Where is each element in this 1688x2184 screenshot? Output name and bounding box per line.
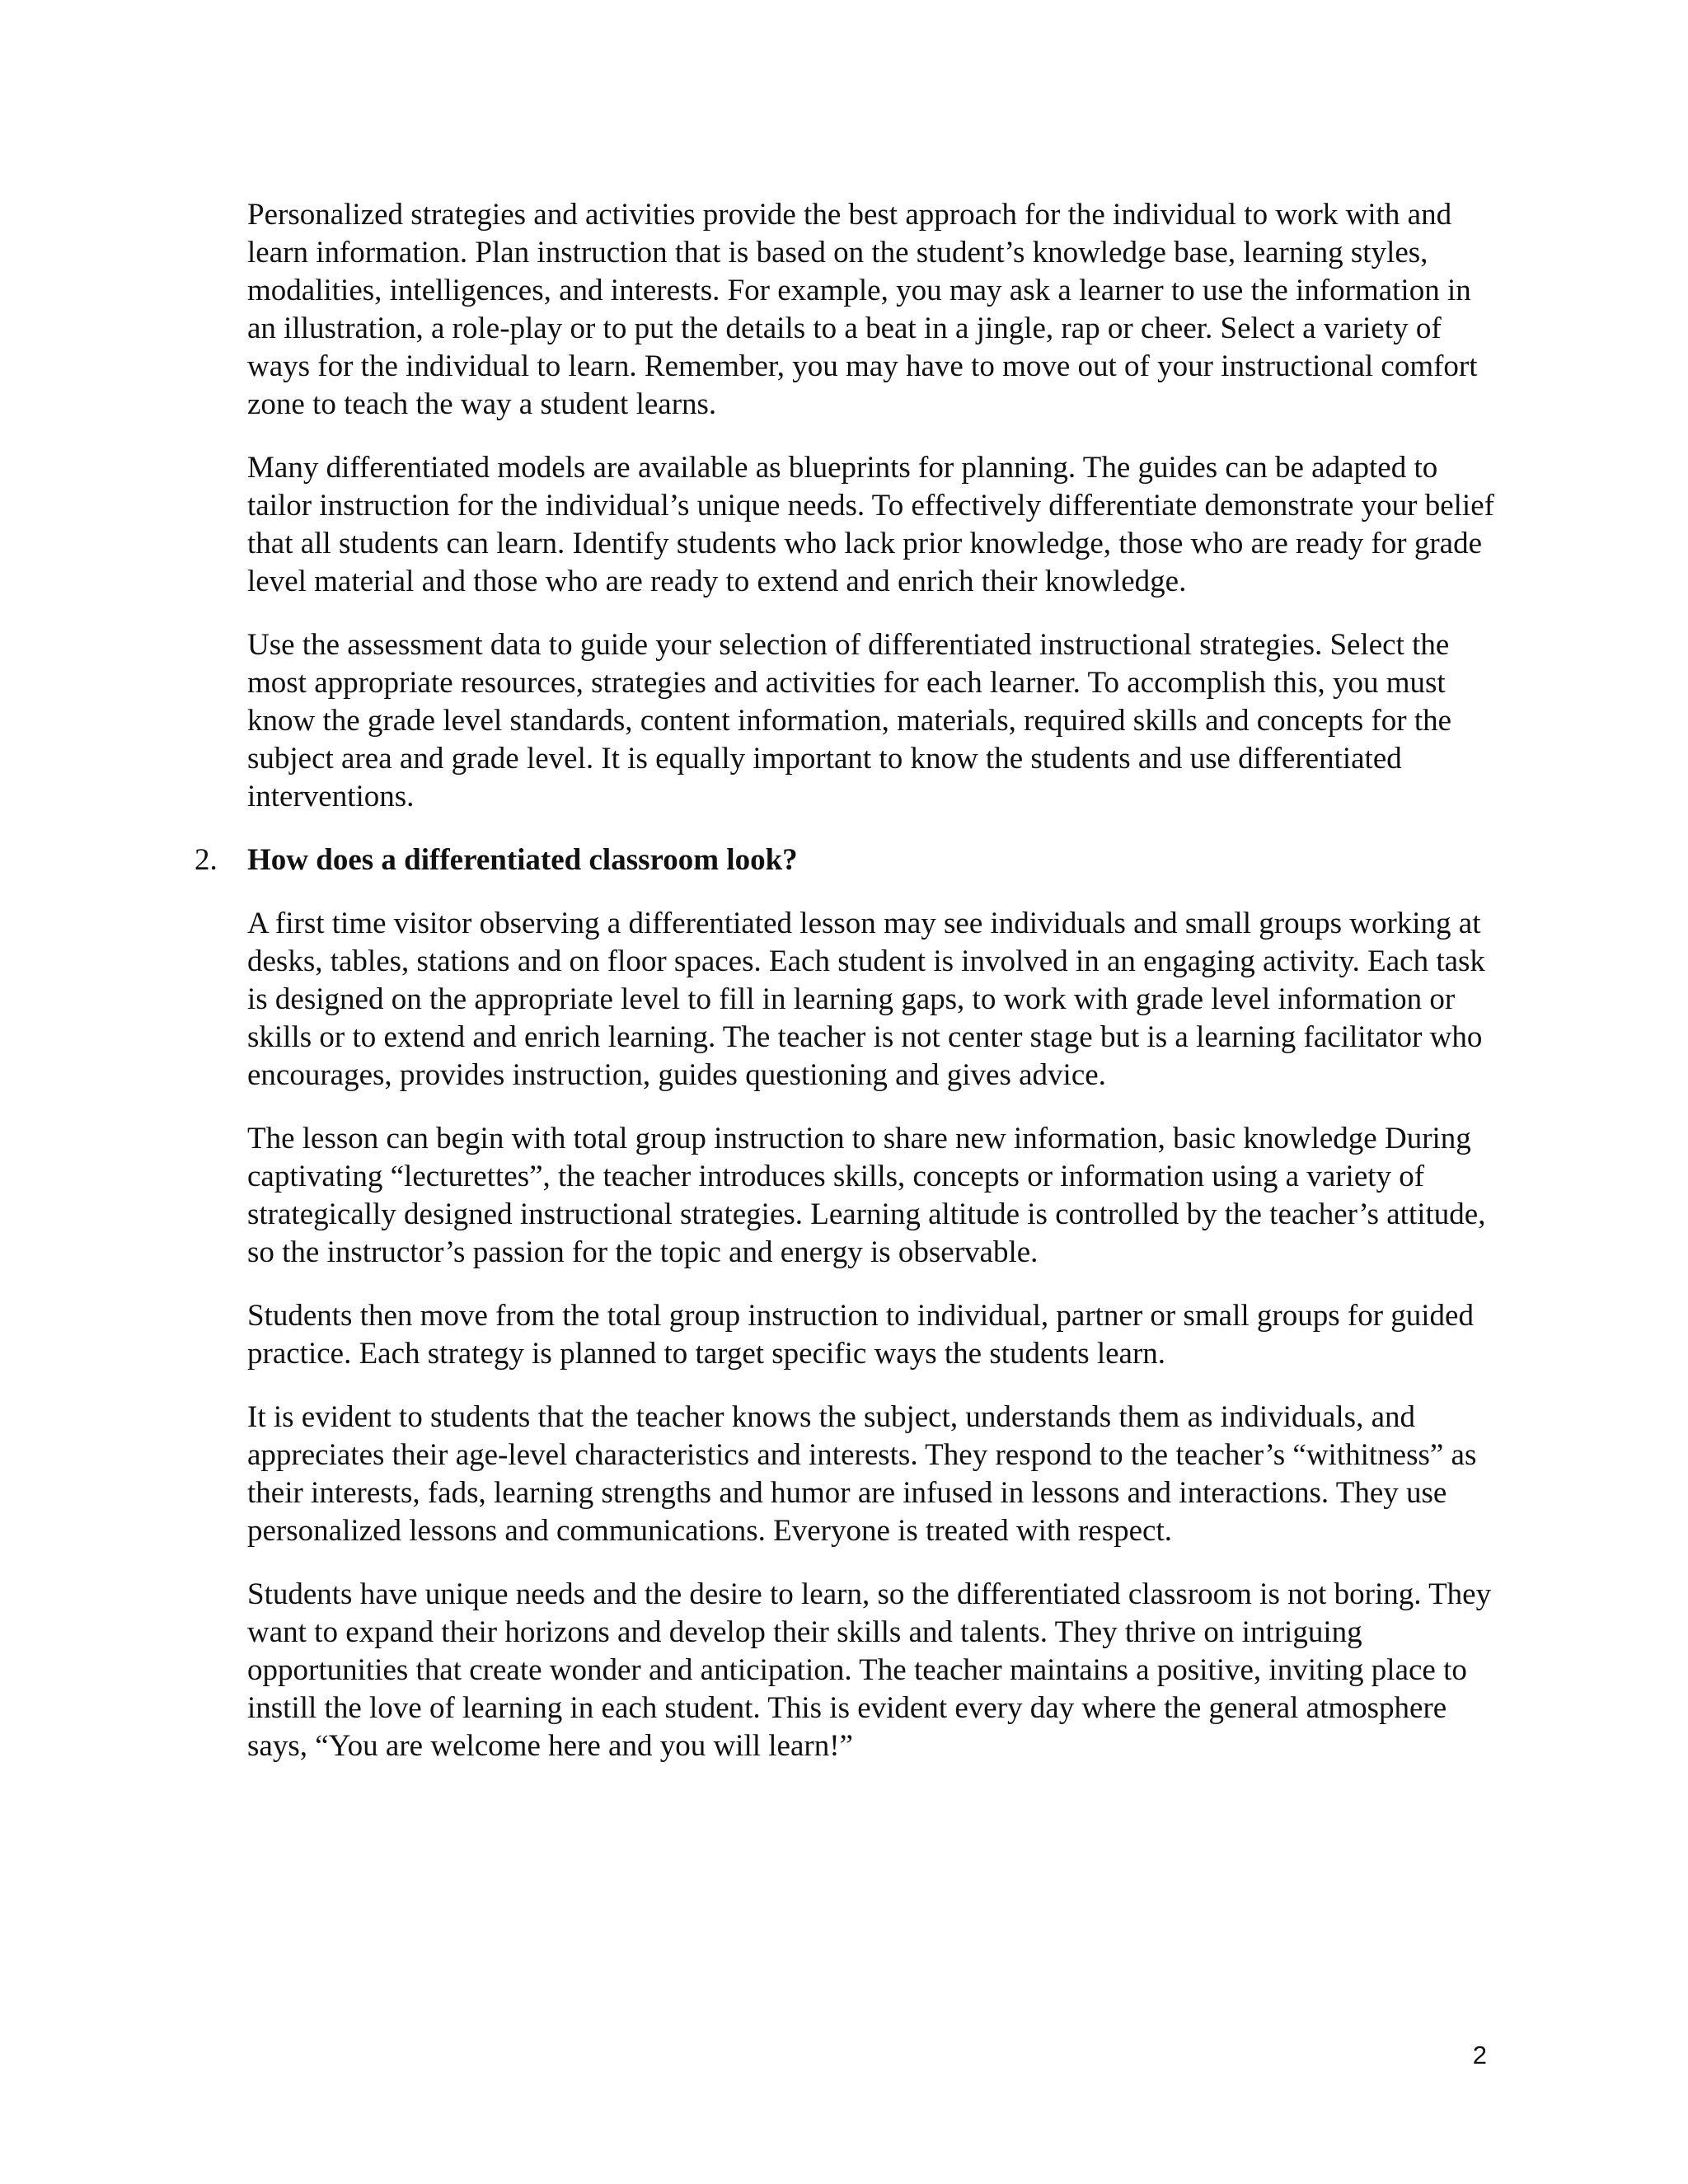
section-heading xyxy=(195,841,1500,879)
page-number: 2 xyxy=(1472,2041,1487,2069)
paragraph-personalized-strategies: Personalized strategies and activities provide the best approach for the individual to work with and learn information. Plan instruction that is based on the student’s knowledge base, learning styles, modalities, intelligences, and interests. For example, you may ask a learner to use the information in an illustration, a role-play or to put the details to a beat in a jingle, rap or cheer. Select a variety of ways for the individual to learn. Remember, you may have to move out of your instructional comfort zone to teach the way a student learns. xyxy=(247,198,1478,421)
paragraph-first-time-visitor: A first time visitor observing a differentiated lesson may see individuals and small groups working at desks, tables, stations and on floor spaces. Each student is involved in an engaging activity. Each task is designed on the appropriate level to fill in learning gaps, to work with grade level information or skills or to extend and enrich learning. The teacher is not center stage but is a learning facilitator who encourages, provides instruction, guides questioning and gives advice. xyxy=(247,907,1485,1092)
paragraph-differentiated-models: Many differentiated models are available as blueprints for planning. The guides can be adapted to tailor instruction for the individual’s unique needs. To effectively differentiate demonstrate your belief that all students can learn. Identify students who lack prior knowledge, those who are ready for grade level material and those who are ready to extend and enrich their knowledge. xyxy=(247,451,1494,598)
paragraph-assessment-data: Use the assessment data to guide your selection of differentiated instructional strategies. Select the most appropriate resources, strategies and activities for each learner. To accomplish this, you must know the grade level standards, content information, materials, required skills and concepts for the subject area and grade level. It is equally important to know the students and use differentiated interventions. xyxy=(247,628,1452,813)
paragraph-teacher-knows-subject: It is evident to students that the teacher knows the subject, understands them as individuals, and appreciates their age-level characteristics and interests. They respond to the teacher’s “withitness” as their interests, fads, learning strengths and humor are infused in lessons and interactions. They use personalized lessons and communications. Everyone is treated with respect. xyxy=(247,1400,1477,1548)
section-number: 2. xyxy=(195,843,218,877)
paragraph-guided-practice: Students then move from the total group instruction to individual, partner or small groups for guided practice. Each strategy is planned to target specific ways the students learn. xyxy=(247,1299,1474,1371)
paragraph-unique-needs: Students have unique needs and the desire to learn, so the differentiated classroom is not boring. They want to expand their horizons and develop their skills and talents. They thrive on intriguing opportunities that create wonder and anticipation. The teacher maintains a positive, inviting place to instill the love of learning in each student. This is evident every day where the general atmosphere says, “You are welcome here and you will learn!” xyxy=(247,1577,1492,1763)
section-heading-text: How does a differentiated classroom look? xyxy=(247,843,798,877)
page-body xyxy=(195,196,1500,1791)
paragraph-lesson-begin: The lesson can begin with total group instruction to share new information, basic knowledge During captivating “lecturettes”, the teacher introduces skills, concepts or information using a variety of strategically designed instructional strategies. Learning altitude is controlled by the teacher’s attitude, so the instructor’s passion for the topic and energy is observable. xyxy=(247,1122,1486,1269)
